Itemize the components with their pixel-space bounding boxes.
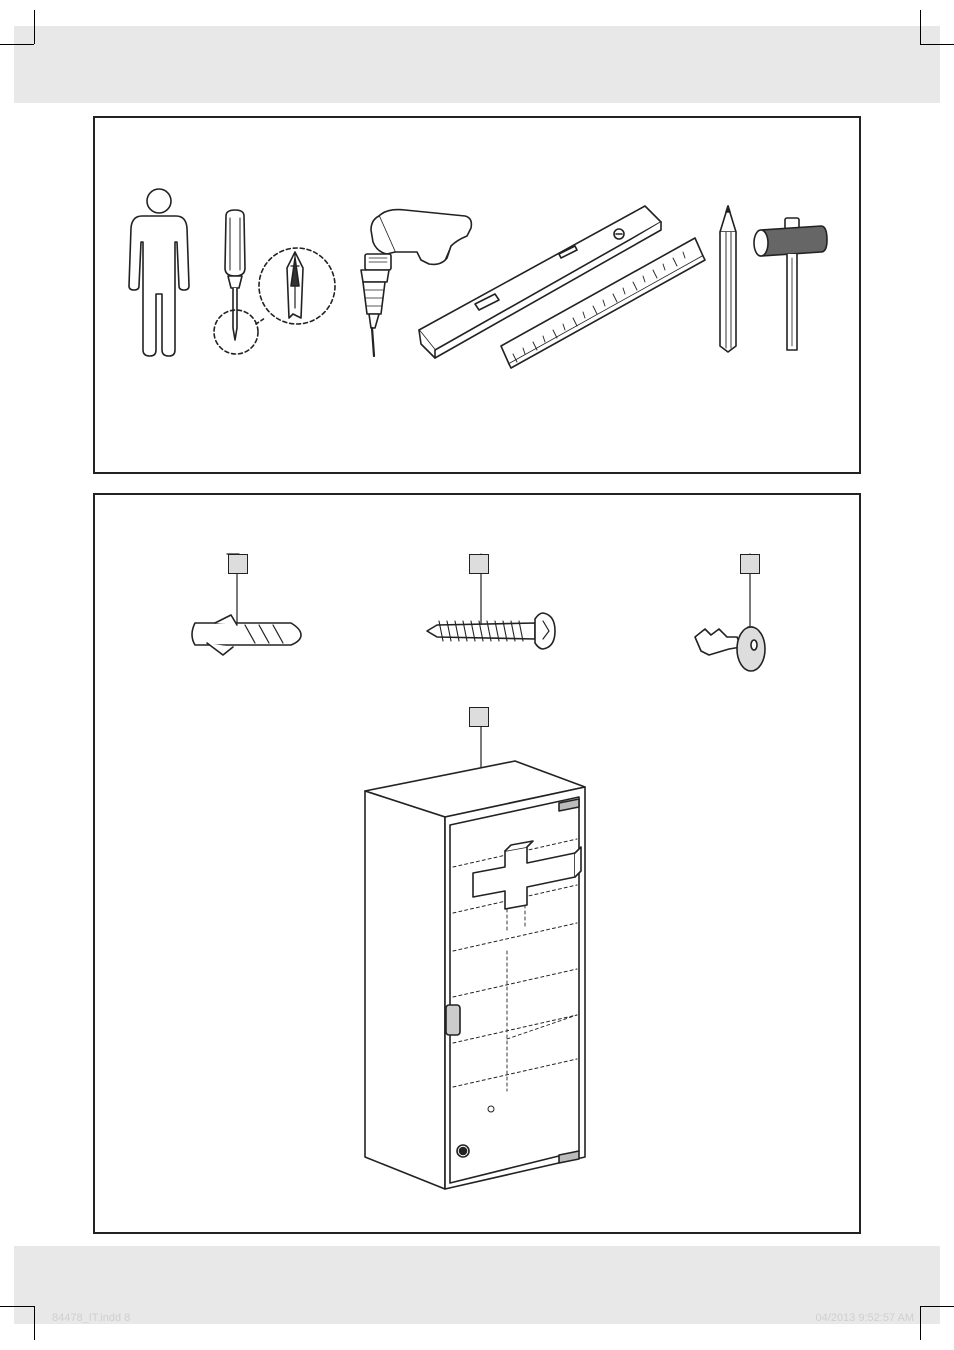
screw-icon xyxy=(427,554,555,649)
file-slug-right: 04/2013 9:52:57 AM xyxy=(815,1312,914,1324)
part-label-box-cabinet xyxy=(469,707,489,727)
parts-panel xyxy=(93,493,861,1234)
header-band xyxy=(14,26,940,103)
person-icon xyxy=(129,189,189,356)
cabinet-icon xyxy=(365,727,585,1189)
file-slug-left: 84478_IT.indd 8 xyxy=(52,1312,131,1324)
part-label-box-screw xyxy=(469,554,489,574)
pencil-icon xyxy=(720,206,736,352)
screwdriver-icon xyxy=(214,210,265,354)
part-label-box-key xyxy=(740,554,760,574)
tools-panel xyxy=(93,116,861,474)
footer-band xyxy=(14,1246,940,1324)
phillips-bit-icon xyxy=(259,248,335,324)
part-label-box-plug xyxy=(228,554,248,574)
hammer-icon xyxy=(754,218,827,350)
